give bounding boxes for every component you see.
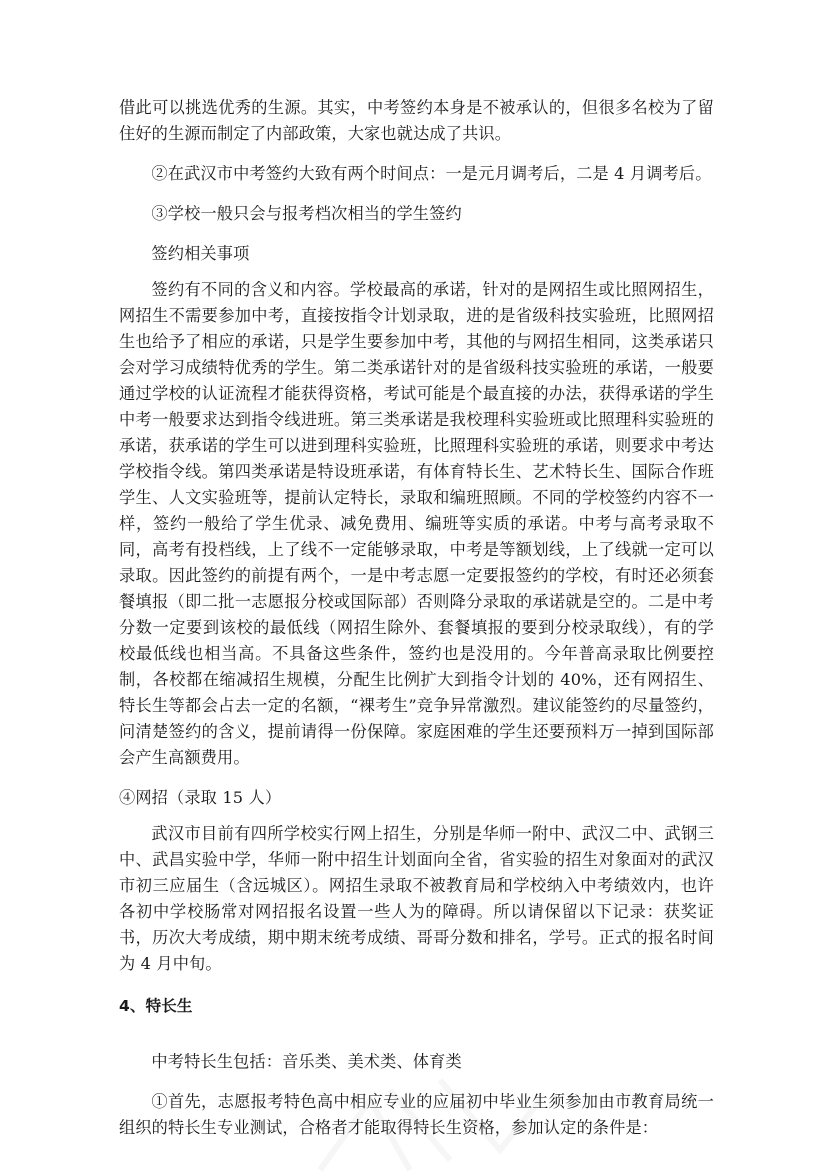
paragraph-intro-continued: 借此可以挑选优秀的生源。其实，中考签约本身是不被承认的，但很多名校为了留住好的生源而制定了内部政策，大家也就达成了共识。 (119, 98, 714, 143)
document-body (119, 95, 714, 1155)
paragraph-signing-level: ③学校一般只会与报考档次相当的学生签约 (151, 204, 462, 223)
paragraph-online-enrollment-title: ④网招（录取 15 人） (119, 788, 282, 807)
paragraph-signing-matters-title: 签约相关事项 (151, 244, 250, 263)
paragraph-talent-categories: 中考特长生包括：音乐类、美术类、体育类 (151, 1052, 462, 1071)
paragraph-online-enrollment: 武汉市目前有四所学校实行网上招生，分别是华师一附中、武汉二中、武钢三中、武昌实验中学，华师一附中招生计划面向全省，省实验的招生对象面对的武汉市初三应届生（含远城区）。网招生录取不被教育局和学校纳入中考绩效内，也许各初中学校肠常对网招报名设置一些人为的障碍。所以请保留以下记录：获奖证书，历次大考成绩，期中期末统考成绩、哥哥分数和排名，学号。正式的报名时间为 4 月中旬。 (119, 824, 714, 973)
watermark-graphic (300, 1060, 560, 1174)
paragraph-signing-time: ②在武汉市中考签约大致有两个时间点：一是元月调考后，二是 4 月调考后。 (151, 164, 712, 183)
paragraph-signing-details: 签约有不同的含义和内容。学校最高的承诺，针对的是网招生或比照网招生，网招生不需要参加中考，直接按指令计划录取，进的是省级科技实验班，比照网招生也给予了相应的承诺，只是学生要参加中考，其他的与网招生相同，这类承诺只会对学习成绩特优秀的学生。第二类承诺针对的是省级科技实验班的承诺，一般要通过学校的认证流程才能获得资格，考试可能是个最直接的办法，获得承诺的学生中考一般要求达到指令线进班。第三类承诺是我校理科实验班或比照理科实验班的承诺，获承诺的学生可以进到理科实验班，比照理科实验班的承诺，则要求中考达学校指令线。第四类承诺是特设班承诺，有体育特长生、艺术特长生、国际合作班学生、人文实验班等，提前认定特长，录取和编班照顾。不同的学校签约内容不一样，签约一般给了学生优录、减免费用、编班等实质的承诺。中考与高考录取不同，高考有投档线，上了线不一定能够录取，中考是等额划线，上了线就一定可以录取。因此签约的前提有两个，一是中考志愿一定要报签约的学校，有时还必须套餐填报（即二批一志愿报分校或国际部）否则降分录取的承诺就是空的。二是中考分数一定要到该校的最低线（网招生除外、套餐填报的要到分校录取线），有的学校最低线也相当高。不具备这些条件，签约也是没用的。今年普高录取比例要控制，各校都在缩减招生规模，分配生比例扩大到指令计划的 40%，还有网招生、特长生等都会占去一定的名额，“裸考生”竞争异常激烈。建议能签约的尽量签约，问清楚签约的含义，提前请得一份保障。家庭困难的学生还要预料万一掉到国际部会产生高额费用。 (119, 280, 714, 767)
section-heading-special-talent: 4、特长生 (119, 997, 193, 1015)
paragraph-talent-requirements: ①首先，志愿报考特色高中相应专业的应届初中毕业生须参加由市教育局统一组织的特长生专业测试，合格者才能取得特长生资格，参加认定的条件是： (119, 1092, 714, 1137)
